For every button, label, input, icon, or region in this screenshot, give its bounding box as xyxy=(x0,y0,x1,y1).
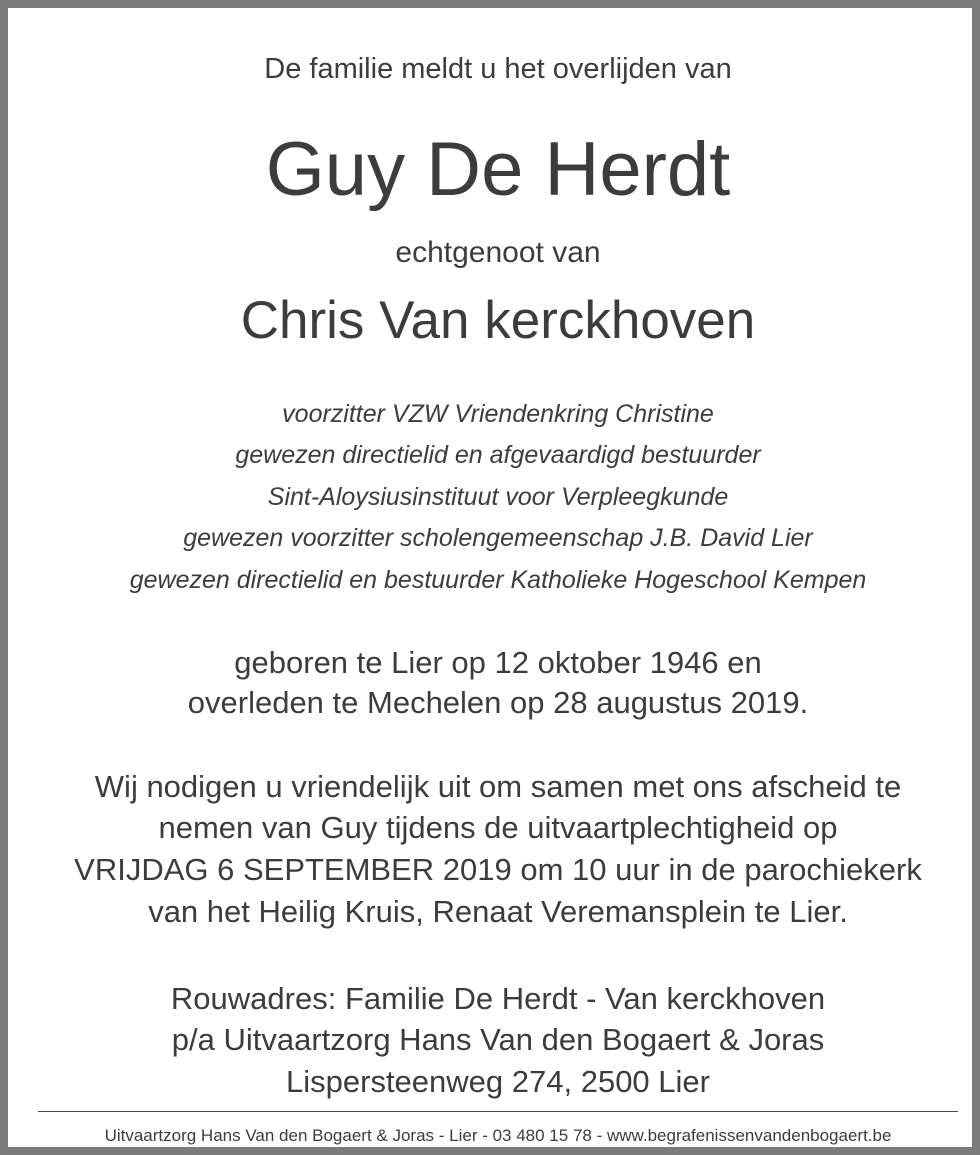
role-line: voorzitter VZW Vriendenkring Christine xyxy=(282,400,714,428)
invitation-line: Wij nodigen u vriendelijk uit om samen met ons afscheid te xyxy=(94,769,902,804)
invitation-line: VRIJDAG 6 SEPTEMBER 2019 om 10 uur in de parochiekerk xyxy=(74,852,922,887)
footer-divider xyxy=(38,1111,958,1112)
address-line: p/a Uitvaartzorg Hans Van den Bogaert & Joras xyxy=(171,1022,825,1057)
role-line: gewezen directielid en bestuurder Katholieke Hogeschool Kempen xyxy=(129,566,867,594)
birth-line: geboren te Lier op 12 oktober 1946 en xyxy=(234,645,762,680)
invitation-line: van het Heilig Kruis, Renaat Veremansplein te Lier. xyxy=(148,894,848,929)
address-line: Rouwadres: Familie De Herdt - Van kerckhoven xyxy=(170,981,826,1016)
intro-text: De familie meldt u het overlijden van xyxy=(264,53,732,85)
relation-text: echtgenoot van xyxy=(395,236,601,269)
deceased-name: Guy De Herdt xyxy=(265,127,731,212)
role-line: Sint-Aloysiusinstituut voor Verpleegkunde xyxy=(267,483,729,511)
death-line: overleden te Mechelen op 28 augustus 2019. xyxy=(187,685,809,720)
role-line: gewezen directielid en afgevaardigd bestuurder xyxy=(235,441,761,469)
invitation-line: nemen van Guy tijdens de uitvaartplechtigheid op xyxy=(158,810,838,845)
role-line: gewezen voorzitter scholengemeenschap J.B. David Lier xyxy=(183,524,813,552)
address-line: Lispersteenweg 274, 2500 Lier xyxy=(286,1064,710,1099)
spouse-name: Chris Van kerckhoven xyxy=(240,291,756,350)
footer-text: Uitvaartzorg Hans Van den Bogaert & Joras - Lier - 03 480 15 78 - www.begrafenissenvandenbogaert.be xyxy=(104,1126,892,1145)
